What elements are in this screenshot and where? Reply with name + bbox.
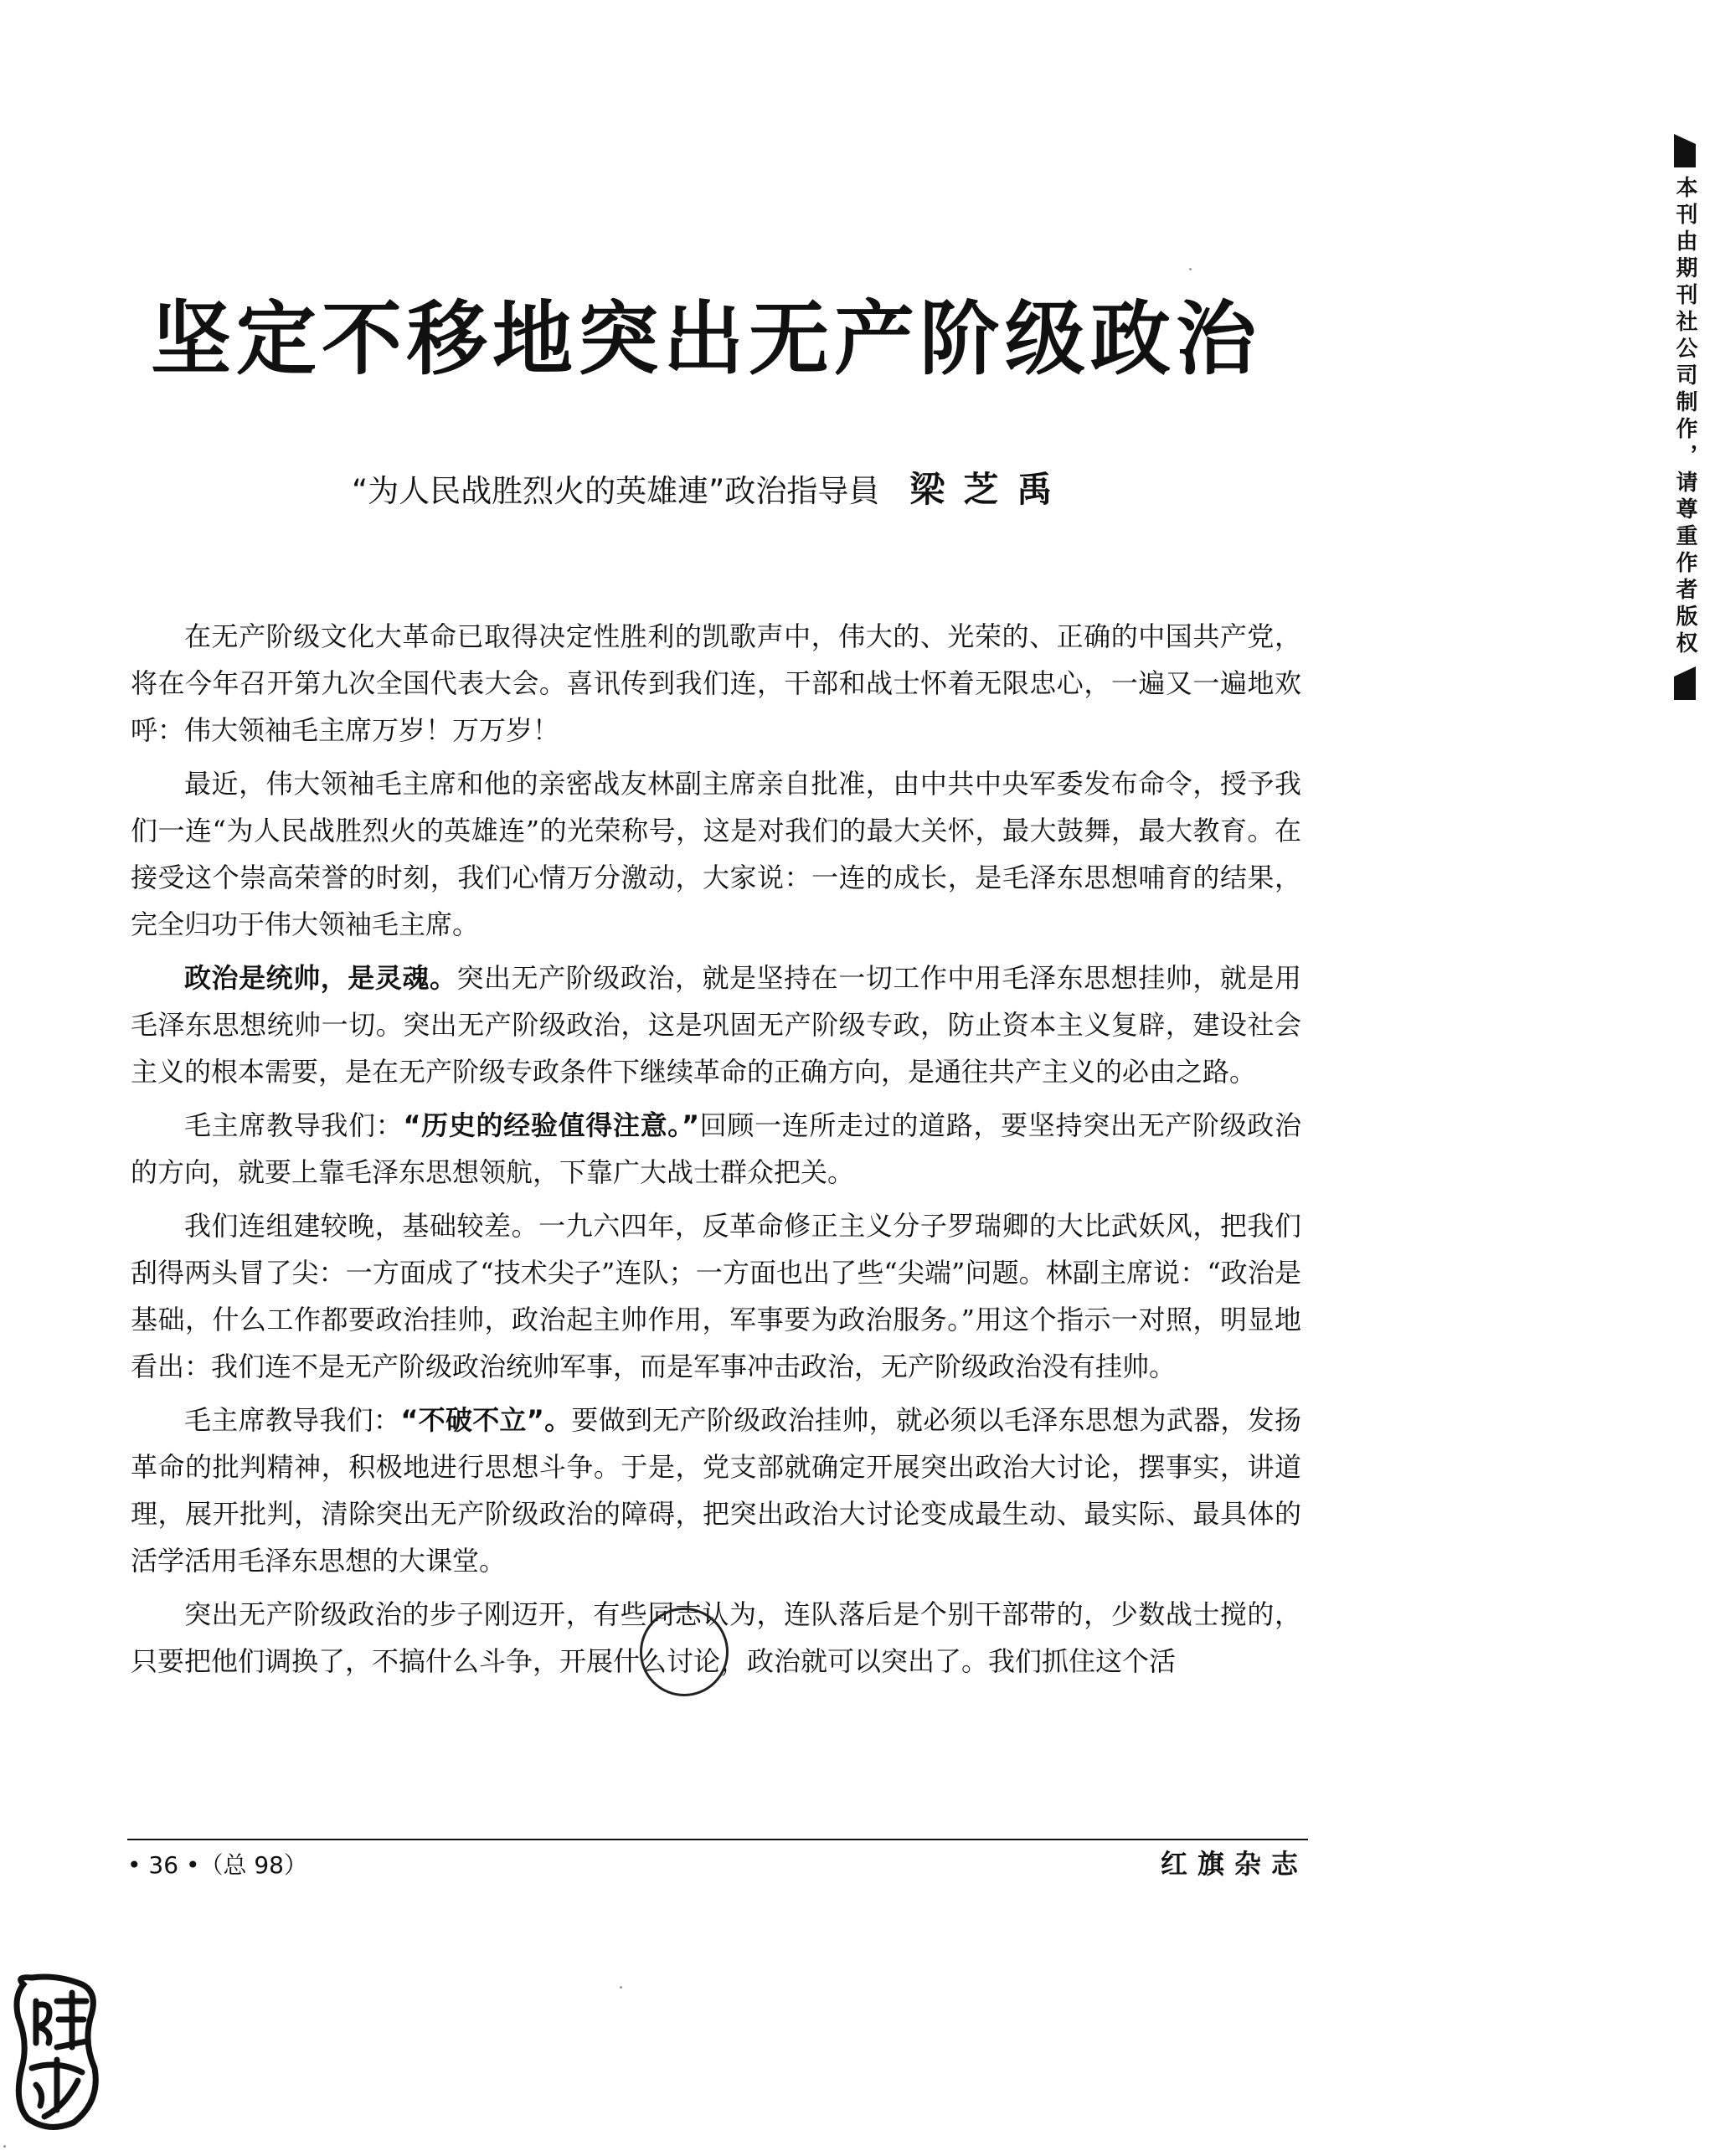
side-copyright-note bbox=[1665, 134, 1705, 700]
quotation: “历史的经验值得注意。” bbox=[403, 1109, 699, 1141]
paragraph-text: 要做到无产阶级政治挂帅，就必须以毛泽东思想为武器，发扬革命的批判精神，积极地进行思想斗争。于是，党支部就确定开展突出政治大讨论，摆事实，讲道理，展开批判，清除突出无产阶级政治的障碍，把突出政治大讨论变成最生动、最实际、最具体的活学活用毛泽东思想的大课堂。 bbox=[131, 1404, 1301, 1577]
paragraph bbox=[131, 955, 1301, 1095]
side-note-bar-top bbox=[1674, 134, 1696, 167]
paragraph-pre: 毛主席教导我们： bbox=[184, 1109, 404, 1141]
scan-speck bbox=[1189, 268, 1192, 270]
article-title: 坚定不移地突出无产阶级政治 bbox=[151, 291, 1261, 386]
paragraph-text: 突出无产阶级政治的步子刚迈开，有些同志认为，连队落后是个别干部带的，少数战士搅的，只要把他们调换了，不搞什么斗争，开展什么讨论，政治就可以突出了。我们抓住这个活 bbox=[131, 1598, 1301, 1677]
byline-affiliation: “为人民战胜烈火的英雄連”政治指导員 bbox=[352, 473, 880, 509]
paragraph bbox=[131, 1202, 1301, 1390]
scan-speck bbox=[620, 1986, 622, 1989]
paragraph bbox=[131, 1397, 1301, 1584]
byline bbox=[352, 469, 1440, 512]
paragraph-lead: 政治是统帅，是灵魂。 bbox=[184, 962, 457, 994]
paragraph-text: 突出无产阶级政治，就是坚持在一切工作中用毛泽东思想挂帅，就是用毛泽东思想统帅一切。突出无产阶级政治，这是巩固无产阶级专政，防止资本主义复辟，建设社会主义的根本需要，是在无产阶级专政条件下继续革命的正确方向，是通往共产主义的必由之路。 bbox=[131, 962, 1301, 1088]
side-note-bar-bottom bbox=[1674, 666, 1696, 700]
paragraph-text: 回顾一连所走过的道路，要坚持突出无产阶级政治的方向，就要上靠毛泽东思想领航，下靠广大战士群众把关。 bbox=[131, 1109, 1301, 1188]
paragraph bbox=[131, 1102, 1301, 1196]
footer-rule bbox=[127, 1839, 1308, 1840]
scan-speck bbox=[3, 2145, 6, 2148]
handwritten-circle-mark bbox=[640, 1608, 729, 1696]
paragraph bbox=[131, 760, 1301, 948]
paragraph bbox=[131, 613, 1301, 754]
side-note-text: 本刊由期刊社公司制作，请尊重作者版权 bbox=[1672, 176, 1697, 658]
paragraph-pre: 毛主席教导我们： bbox=[184, 1404, 401, 1436]
seal-stamp bbox=[7, 1968, 107, 2135]
paragraph-text: 在无产阶级文化大革命已取得决定性胜利的凯歌声中，伟大的、光荣的、正确的中国共产党，将在今年召开第九次全国代表大会。喜讯传到我们连，干部和战士怀着无限忠心，一遍又一遍地欢呼：伟大领袖毛主席万岁！万万岁！ bbox=[131, 620, 1301, 746]
byline-author: 梁芝禹 bbox=[909, 469, 1071, 510]
journal-name: 红旗杂志 bbox=[1160, 1848, 1308, 1880]
paragraph-text: 最近，伟大领袖毛主席和他的亲密战友林副主席亲自批准，由中共中央军委发布命令，授予我们一连“为人民战胜烈火的英雄连”的光荣称号，这是对我们的最大关怀，最大鼓舞，最大教育。在接受这个崇高荣誉的时刻，我们心情万分激动，大家说：一连的成长，是毛泽东思想哺育的结果，完全归功于伟大领袖毛主席。 bbox=[131, 768, 1301, 940]
paragraph-text: 我们连组建较晚，基础较差。一九六四年，反革命修正主义分子罗瑞卿的大比武妖风，把我们刮得两头冒了尖：一方面成了“技术尖子”连队；一方面也出了些“尖端”问题。林副主席说：“政治是基础，什么工作都要政治挂帅，政治起主帅作用，军事要为政治服务。”用这个指示一对照，明显地看出：我们连不是无产阶级政治统帅军事，而是军事冲击政治，无产阶级政治没有挂帅。 bbox=[131, 1210, 1301, 1382]
page-folio: • 36 •（总 98） bbox=[127, 1851, 307, 1879]
article-body bbox=[131, 613, 1301, 1691]
quotation: “不破不立”。 bbox=[400, 1404, 572, 1436]
